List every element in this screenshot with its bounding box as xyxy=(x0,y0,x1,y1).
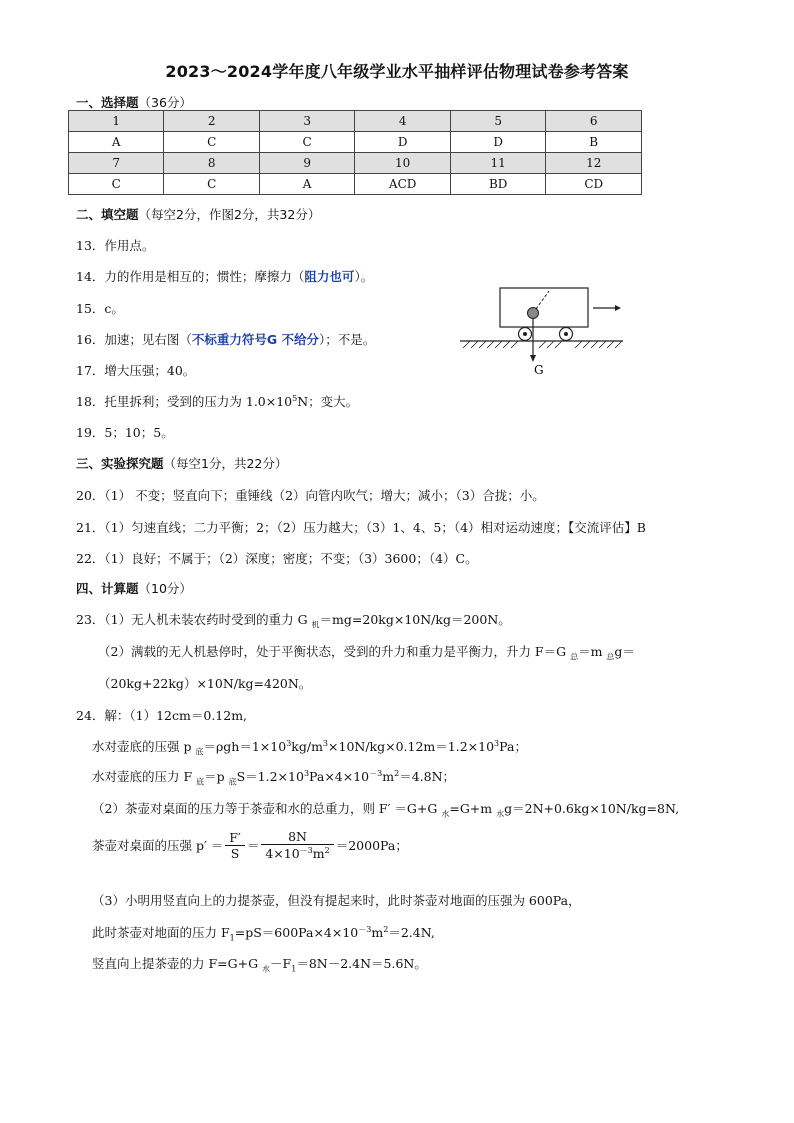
table-cell: CD xyxy=(546,174,642,195)
answer-24-line-6: （3）小明用竖直向上的力提茶壶，但没有提起来时，此时茶壶对地面的压强为 600Pa， xyxy=(92,893,581,908)
answer-20: 20．（1） 不变；竖直向下；重锤线（2）向管内吹气；增大；减小；（3）合拢；小。 xyxy=(76,488,545,503)
choice-answer-table xyxy=(68,110,642,195)
page-title: 2023～2024学年度八年级学业水平抽样评估物理试卷参考答案 xyxy=(165,62,629,81)
fraction: $\frac{8N}{4\times 10^{-3}m^2}$ xyxy=(261,829,333,861)
answer-17: 17．增大压强；40。 xyxy=(76,363,196,378)
answer-22: 22．（1）良好；不属于；（2）深度；密度；不变；（3）3600；（4）C。 xyxy=(76,551,478,566)
answer-15: 15．c。 xyxy=(76,301,124,316)
table-cell: A xyxy=(69,132,164,153)
table-cell: 2 xyxy=(164,111,259,132)
section-3-heading: 三、实验探究题（每空1分，共22分） xyxy=(76,456,288,471)
table-cell: D xyxy=(355,132,451,153)
answer-24-line-5: 茶壶对桌面的压强 p′ ＝ $\frac{F'}{S}$ ＝ $\frac{8N}{4\times 10^{-3}m^2}$ ＝2000Pa； xyxy=(92,829,408,862)
section-1-heading: 一、选择题（36分） xyxy=(76,95,192,110)
table-cell: 6 xyxy=(546,111,642,132)
answer-14: 14．力的作用是相互的；惯性；摩擦力（阻力也可）。 xyxy=(76,269,374,284)
table-cell: 12 xyxy=(546,153,642,174)
table-cell: 4 xyxy=(355,111,451,132)
wheel-hub xyxy=(564,332,568,336)
answer-24-line-7: 此时茶壶对地面的压力 $F_1=pS=600Pa\times 4\times 10^{-3}m^2=2.4N$, xyxy=(92,924,435,943)
answer-16: 16．加速；见右图（不标重力符号G 不给分）；不是。 xyxy=(76,332,376,347)
table-cell: C xyxy=(164,174,259,195)
table-row xyxy=(69,132,642,153)
answer-23-line-2: （2）满载的无人机悬停时，处于平衡状态，受到的升力和重力是平衡力，升力 F＝G $_总$＝m $_总$g＝ xyxy=(98,644,635,662)
table-cell: C xyxy=(69,174,164,195)
answer-24-line-1: 24．解：（1）12cm＝0.12m, xyxy=(76,708,248,723)
table-cell: C xyxy=(259,132,354,153)
table-row xyxy=(69,174,642,195)
answer-24-line-4: （2）茶壶对桌面的压力等于茶壶和水的总重力，则 F′ ＝G+G $_水$=G+m $_水$g＝2N+0.6kg×10N/kg=8N, xyxy=(92,801,680,819)
answer-23-line-1: 23．（1）无人机未装农药时受到的重力 G $_机$＝mg=20kg×10N/kg＝200N。 xyxy=(76,612,511,630)
table-cell: 11 xyxy=(450,153,546,174)
gravity-label: G xyxy=(534,363,544,377)
table-cell: 5 xyxy=(450,111,546,132)
section-2-heading: 二、填空题（每空2分，作图2分，共32分） xyxy=(76,207,321,222)
arrow-head-icon xyxy=(530,355,536,362)
arrow-head-icon xyxy=(615,305,621,311)
fraction: $\frac{F'}{S}$ xyxy=(225,830,245,861)
answer-19: 19．5；10；5。 xyxy=(76,425,174,440)
answer-18: 18．托里拆利；受到的压力为 $1.0\times 10^5N$；变大。 xyxy=(76,393,359,409)
table-cell: B xyxy=(546,132,642,153)
table-cell: 7 xyxy=(69,153,164,174)
table-cell: A xyxy=(259,174,354,195)
table-cell: 1 xyxy=(69,111,164,132)
table-cell: 10 xyxy=(355,153,451,174)
table-cell: 9 xyxy=(259,153,354,174)
answer-13: 13．作用点。 xyxy=(76,238,155,253)
section-4-heading: 四、计算题（10分） xyxy=(76,581,192,596)
table-row xyxy=(69,153,642,174)
table-cell: C xyxy=(164,132,259,153)
answer-23-line-3: （20kg+22kg）×10N/kg=420N。 xyxy=(98,676,312,691)
cart-body xyxy=(500,288,588,327)
ground-hatching xyxy=(463,341,622,348)
wheel-hub xyxy=(523,332,527,336)
table-cell: BD xyxy=(450,174,546,195)
table-cell: 8 xyxy=(164,153,259,174)
answer-24-line-8: 竖直向上提茶壶的力 F=G+G $_水-F_1=8N-2.4N=5.6N$。 xyxy=(92,956,427,974)
answer-24-line-2: 水对壶底的压强 p $_底=\rho gh=1\times 10^3kg/m^3\times 10N/kg\times 0.12m=1.2\times 10^3Pa$； xyxy=(92,738,527,757)
answer-24-line-3: 水对壶底的压力 F $_底$＝p $_底S=1.2\times 10^3Pa\times 4\times 10^{-3}m^2=4.8N$； xyxy=(92,768,456,787)
cart-force-diagram xyxy=(455,282,635,382)
pendulum-ball xyxy=(528,308,539,319)
table-cell: D xyxy=(450,132,546,153)
answer-21: 21．（1）匀速直线；二力平衡；2；（2）压力越大；（3）1、4、5；（4）相对运动速度；【交流评估】B xyxy=(76,520,646,535)
table-cell: 3 xyxy=(259,111,354,132)
table-cell: ACD xyxy=(355,174,451,195)
table-row xyxy=(69,111,642,132)
